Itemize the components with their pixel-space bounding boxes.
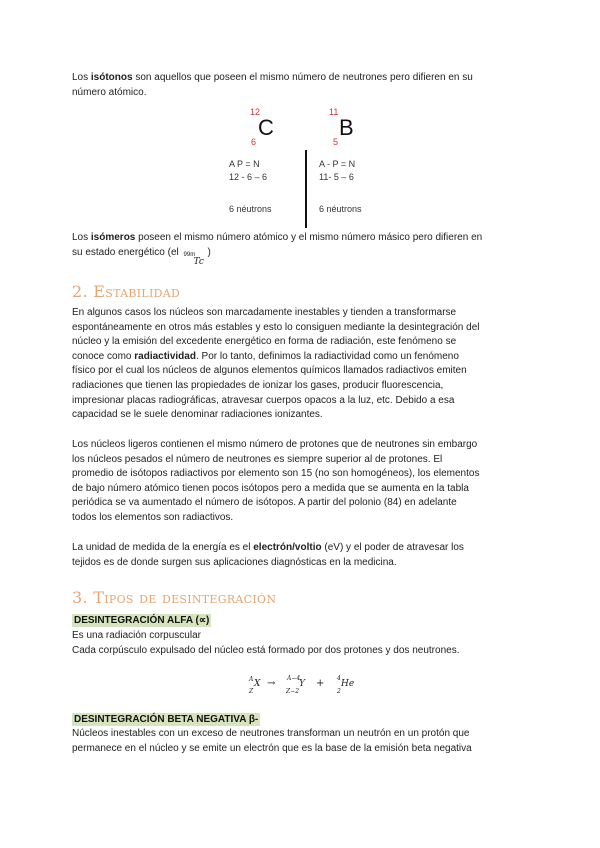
document-page: Los isótonos son aquellos que poseen el mismo número de neutrones pero difieren en su número atómico. 12 C 6 11 B 5 A P = N 12 - 6 – 6 6 néutrons A - P = N 11- 5 – 6 6 néutrons Los isómeros poseen el mismo número atómico y el mismo número másico pero difieren en su estado energético (el 99m Tc ) 2. Estabilidad En algunos casos los núcleos son marcadamente inestables y tienden a transformarse espontáneamente en otros más estables y esto lo consiguen mediante la desintegración del núcleo y la emisión del excedente energético en forma de radiación, este fenómeno se conoce como radiactividad. Por lo tanto, definimos la radiactividad como un fenómeno físico por el cual los núcleos de algunos elementos químicos llamados radiactivos emiten radiaciones que tienen las propiedades de ionizar los gases, producir fluorescencia, impresionar placas radiográficas, atravesar cuerpos opacos a la luz, etc. Debido a esa capacidad se le suele denominar radiaciones ionizantes. Los núcleos ligeros contienen el mismo número de protones que de neutrones sin embargo los núcleos pesados el número de neutrones es siempre superior al de protones. El promedio de isótopos radiactivos por elemento son 15 (no son homogéneos), los elementos de bajo número atómico tienen pocos isótopos pero a medida que se aumenta en la tabla periódica se va aumentado el número de isótopos. A partir del polonio (84) en adelante todos los elementos son radiactivos. La unidad de medida de la energía es el electrón/voltio (eV) y el poder de atravesar los tejidos es de donde surgen sus aplicaciones diagnósticas en la medicina. 3. Tipos de desintegración DESINTEGRACIÓN ALFA (∝) Es una radiación corpuscular Cada corpúsculo expulsado del núcleo está formado por dos protones y dos neutrones. A Z X → A−4 Z−2 Y + 4 2 He DESINTEGRACIÓN BETA NEGATIVA β- Núcleos inestables con un exceso de neutrones transforman un neutrón en un protón que permanece en el núcleo y se emite un electrón que es la base de la emisión beta negativa	[0, 0, 600, 848]
isotonos-term: isótonos	[90, 72, 133, 83]
boron-mass-number: 11	[329, 107, 339, 117]
electron-voltio-term: electrón/voltio	[253, 542, 322, 553]
diagram-divider	[305, 150, 307, 228]
carbon-symbol: C	[258, 115, 274, 140]
radiactividad-term: radiactividad	[134, 350, 196, 362]
isotonos-paragraph: Los isótonos son aquellos que poseen el mismo número de neutrones pero difieren en su número atómico.	[72, 72, 473, 98]
stability-paragraph-1: En algunos casos los núcleos son marcadamente inestables y tienden a transformarse espontáneamente en otros más estables y esto lo consiguen mediante la desintegración del núcleo y la emisión del excedente energético en forma de radiación, este fenómeno se conoce como radiactividad. Por lo tanto, definimos la radiactividad como un fenómeno físico por el cual los núcleos de algunos elementos químicos llamados radiactivos emiten radiaciones que tienen las propiedades de ionizar los gases, producir fluorescencia, impresionar placas radiográficas, atravesar cuerpos opacos a la luz, etc. Debido a esa capacidad se le suele denominar radiaciones ionizantes.	[72, 307, 480, 421]
isomeros-term: isómeros	[90, 232, 136, 243]
carbon-atomic-number: 6	[251, 137, 257, 147]
stability-paragraph-2: Los núcleos ligeros contienen el mismo número de protones que de neutrones sin embargo los núcleos pesados el número de neutrones es siempre superior al de protones. El promedio de isótopos radiactivos por elemento son 15 (no son homogéneos), los elementos de bajo número atómico tienen pocos isótopos pero a medida que se aumenta en la tabla periódica se va aumentado el número de isótopos. A partir del polonio (84) en adelante todos los elementos son radiactivos.	[72, 439, 480, 523]
section-3-heading: 3. Tipos de desintegración	[72, 588, 277, 607]
section-2-heading: 2. Estabilidad	[72, 282, 181, 301]
alfa-decay-label: DESINTEGRACIÓN ALFA (∝)	[74, 615, 210, 626]
beta-negative-decay-label: DESINTEGRACIÓN BETA NEGATIVA β-	[74, 714, 259, 725]
carbon-calculation: A P = N 12 - 6 – 6	[229, 159, 268, 182]
boron-calculation: A - P = N 11- 5 – 6	[319, 159, 356, 182]
carbon-result: 6 néutrons	[229, 204, 272, 214]
boron-atomic-number: 5	[333, 137, 339, 147]
isomeros-paragraph: Los isómeros poseen el mismo número atómico y el mismo número másico pero difieren en su estado energético (el 99m Tc )	[72, 232, 483, 267]
boron-symbol: B	[339, 115, 354, 140]
stability-paragraph-3: La unidad de medida de la energía es el electrón/voltio (eV) y el poder de atravesar los tejidos es de donde surgen sus aplicaciones diagnósticas en la medicina.	[72, 542, 464, 568]
beta-negative-description: Núcleos inestables con un exceso de neutrones transforman un neutrón en un protón que permanece en el núcleo y se emite un electrón que es la base de la emisión beta negativa	[72, 728, 472, 754]
boron-result: 6 néutrons	[319, 204, 362, 214]
carbon-mass-number: 12	[250, 107, 261, 117]
alfa-description: Es una radiación corpuscular Cada corpúsculo expulsado del núcleo está formado por dos protones y dos neutrones.	[72, 630, 460, 656]
